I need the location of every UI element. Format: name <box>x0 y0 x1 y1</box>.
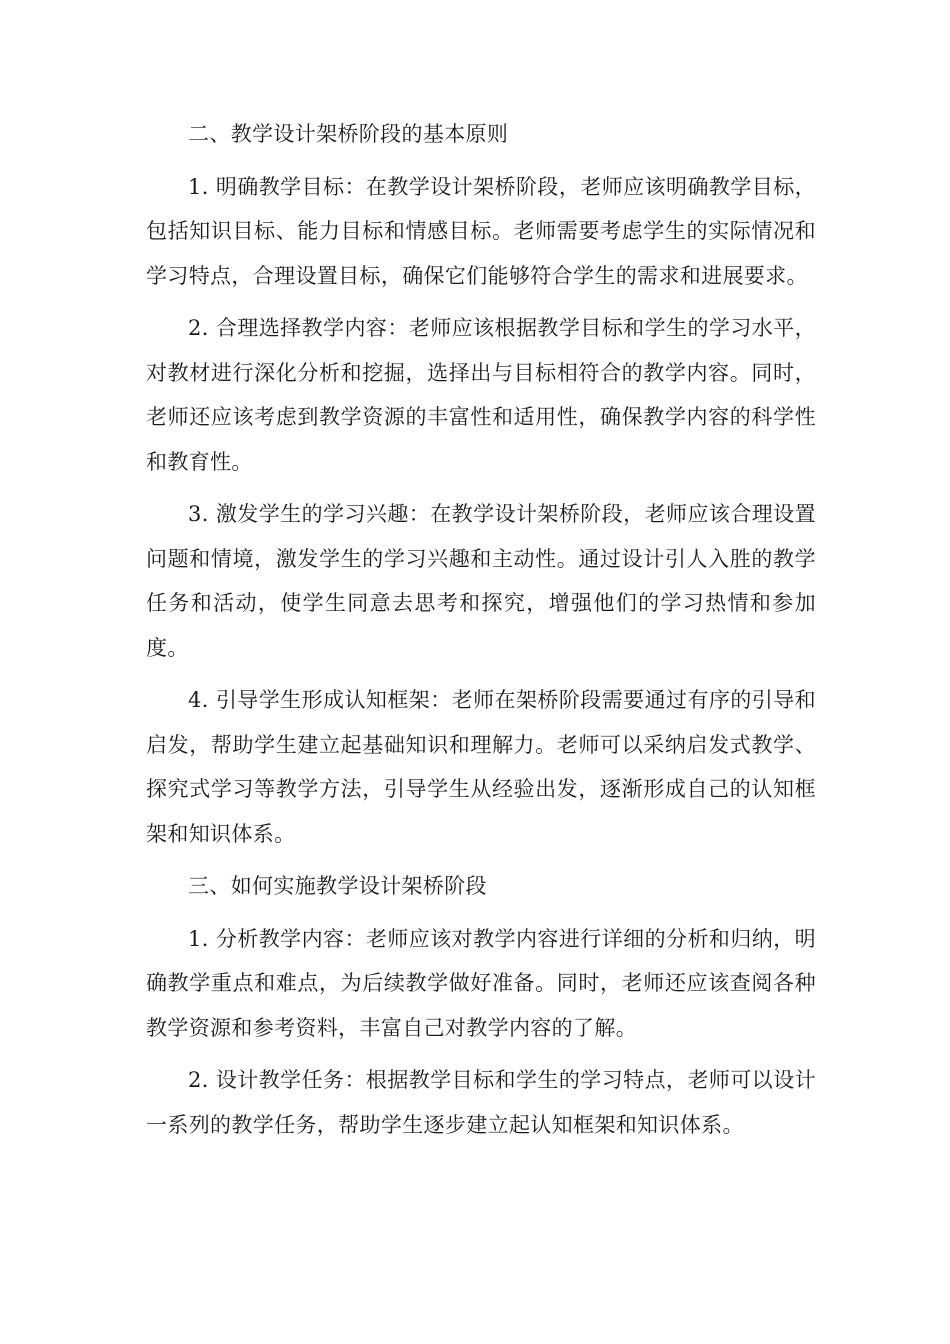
paragraph-analyze-content: 1. 分析教学内容：老师应该对教学内容进行详细的分析和归纳，明确教学重点和难点，为后续教学做好准备。同时，老师还应该查阅各种教学资源和参考资料，丰富自己对教学内容的了解。 <box>146 926 816 1040</box>
paragraph-choose-content: 2. 合理选择教学内容：老师应该根据教学目标和学生的学习水平，对教材进行深化分析和挖掘，选择出与目标相符合的教学内容。同时，老师还应该考虑到教学资源的丰富性和适用性，确保教学内容的科学性和教育性。 <box>146 316 816 474</box>
paragraph-design-tasks: 2. 设计教学任务：根据教学目标和学生的学习特点，老师可以设计一系列的教学任务，帮助学生逐步建立起认知框架和知识体系。 <box>146 1068 816 1137</box>
section-heading-implementation: 三、如何实施教学设计架桥阶段 <box>188 874 487 898</box>
document-body <box>146 112 816 1155</box>
paragraph-stimulate-interest: 3. 激发学生的学习兴趣：在教学设计架桥阶段，老师应该合理设置问题和情境，激发学生的学习兴趣和主动性。通过设计引人入胜的教学任务和活动，使学生同意去思考和探究，增强他们的学习热情和参加度。 <box>146 502 816 660</box>
paragraph-cognitive-framework: 4. 引导学生形成认知框架：老师在架桥阶段需要通过有序的引导和启发，帮助学生建立起基础知识和理解力。老师可以采纳启发式教学、探究式学习等教学方法，引导学生从经验出发，逐渐形成自己的认知框架和知识体系。 <box>146 688 816 846</box>
paragraph-clear-goals: 1. 明确教学目标：在教学设计架桥阶段，老师应该明确教学目标，包括知识目标、能力目标和情感目标。老师需要考虑学生的实际情况和学习特点，合理设置目标，确保它们能够符合学生的需求和进展要求。 <box>146 174 816 288</box>
section-heading-principles: 二、教学设计架桥阶段的基本原则 <box>188 122 509 146</box>
